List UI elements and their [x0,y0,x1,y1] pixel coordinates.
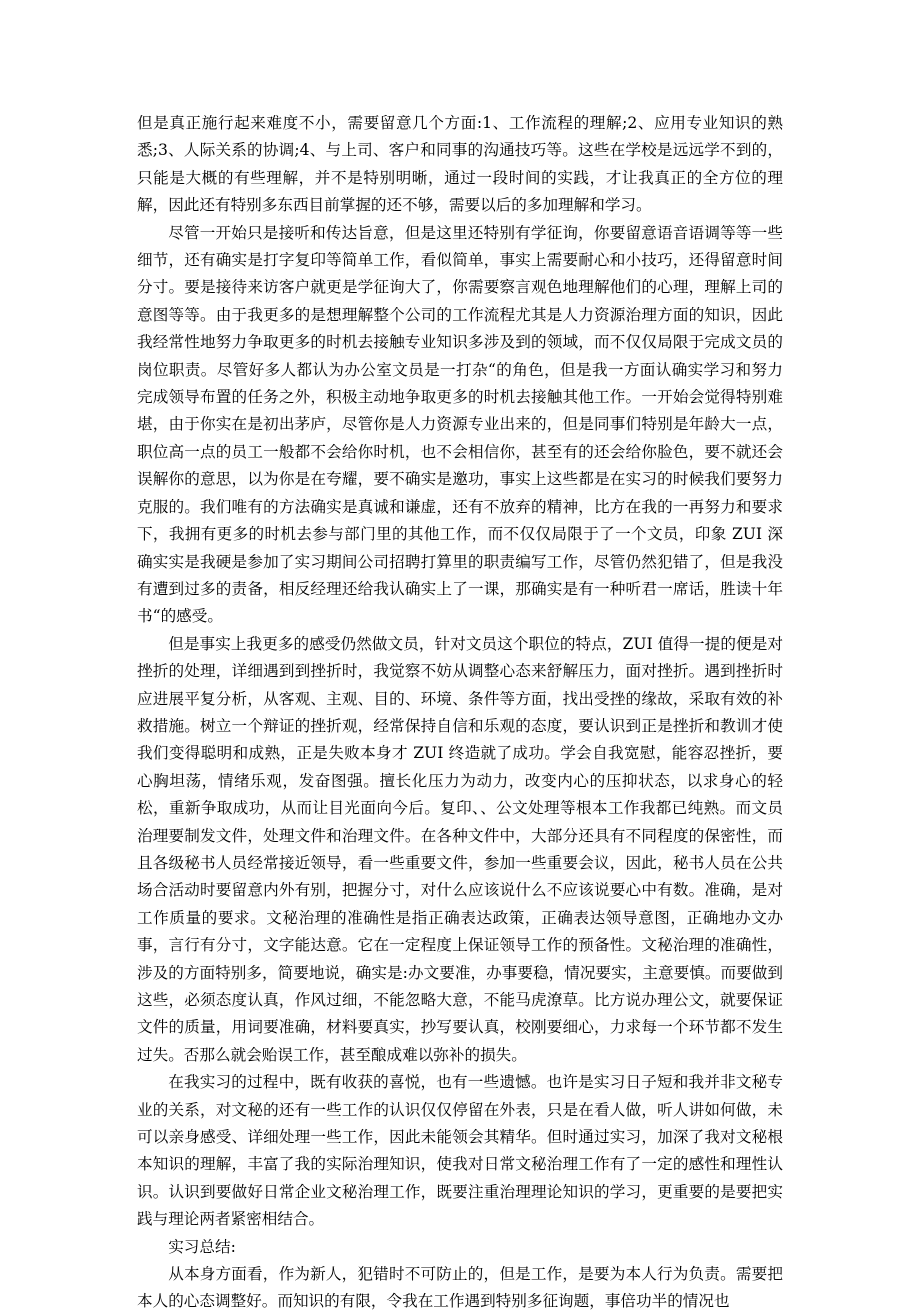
document-body [137,110,783,1316]
paragraph-1: 但是真正施行起来难度不小，需要留意几个方面:1、工作流程的理解;2、应用专业知识的熟悉;3、人际关系的协调;4、与上司、客户和同事的沟通技巧等。这些在学校是远远学不到的，只能是大概的有些理解，并不是特别明晰，通过一段时间的实践，才让我真正的全方位的理解，因此还有特别多东西目前掌握的还不够，需要以后的多加理解和学习。 [137,114,783,215]
paragraph-2: 尽管一开始只是接听和传达旨意，但是这里还特别有学征询，你要留意语音语调等等一些细节，还有确实是打字复印等简单工作，看似简单，事实上需要耐心和小技巧，还得留意时间分寸。要是接待来访客户就更是学征询大了，你需要察言观色地理解他们的心理，理解上司的意图等等。由于我更多的是想理解整个公司的工作流程尤其是人力资源治理方面的知识，因此我经常性地努力争取更多的时机去接触专业知识多涉及到的领域，而不仅仅局限于完成文员的岗位职责。尽管好多人都认为办公室文员是一打杂“的角色，但是我一方面认确实学习和努力完成领导布置的任务之外，积极主动地争取更多的时机去接触其他工作。一开始会觉得特别难堪，由于你实在是初出茅庐，尽管你是人力资源专业出来的，但是同事们特别是年龄大一点，职位高一点的员工一般都不会给你时机，也不会相信你，甚至有的还会给你脸色，要不就还会误解你的意思，以为你是在夸耀，要不确实是邀功，事实上这些都是在实习的时候我们要努力克服的。我们唯有的方法确实是真诚和谦虚，还有不放弃的精神，比方在我的一再努力和要求下，我拥有更多的时机去参与部门里的其他工作，而不仅仅局限于了一个文员，印象 ZUI 深确实实是我硬是参加了实习期间公司招聘打算里的职责编写工作，尽管仍然犯错了，但是我没有遭到过多的责备，相反经理还给我认确实上了一课，那确实是有一种听君一席话，胜读十年书“的感受。 [137,223,783,626]
section-heading-summary: 实习总结: [168,1237,236,1256]
paragraph-3: 但是事实上我更多的感受仍然做文员，针对文员这个职位的特点，ZUI 值得一提的便是对挫折的处理，详细遇到到挫折时，我觉察不妨从调整心态来舒解压力，面对挫折。遇到挫折时应进展平复分析，从客观、主观、目的、环境、条件等方面，找出受挫的缘故，采取有效的补救措施。树立一个辩证的挫折观，经常保持自信和乐观的态度，要认识到正是挫折和教训才使我们变得聪明和成熟，正是失败本身才 ZUI 终造就了成功。学会自我宽慰，能容忍挫折，要心胸坦荡，情绪乐观，发奋图强。擅长化压力为动力，改变内心的压抑状态，以求身心的轻松，重新争取成功，从而让目光面向今后。复印、、公文处理等根本工作我都已纯熟。而文员治理要制发文件，处理文件和治理文件。在各种文件中，大部分还具有不同程度的保密性，而且各级秘书人员经常接近领导，看一些重要文件，参加一些重要会议，因此，秘书人员在公共场合活动时要留意内外有别，把握分寸，对什么应该说什么不应该说要心中有数。准确，是对工作质量的要求。文秘治理的准确性是指正确表达政策，正确表达领导意图，正确地办文办事，言行有分寸，文字能达意。它在一定程度上保证领导工作的预备性。文秘治理的准确性，涉及的方面特别多，简要地说，确实是:办文要准，办事要稳，情况要实，主意要慎。而要做到这些，必须态度认真，作风过细，不能忽略大意，不能马虎潦草。比方说办理公文，就要保证文件的质量，用词要准确，材料要真实，抄写要认真，校刚要细心，力求每一个环节都不发生过失。否那么就会贻误工作，甚至酿成难以弥补的损失。 [137,634,783,1064]
paragraph-5: 从本身方面看，作为新人，犯错时不可防止的，但是工作，是要为本人行为负责。需要把本人的心态调整好。而知识的有限，令我在工作遇到特别多征询题，事倍功半的情况也 [137,1265,783,1311]
paragraph-4: 在我实习的过程中，既有收获的喜悦，也有一些遗憾。也许是实习日子短和我并非文秘专业的关系，对文秘的还有一些工作的认识仅仅停留在外表，只是在看人做，听人讲如何做，未可以亲身感受、详细处理一些工作，因此未能领会其精华。但时通过实习，加深了我对文秘根本知识的理解，丰富了我的实际治理知识，使我对日常文秘治理工作有了一定的感性和理性认识。认识到要做好日常企业文秘治理工作，既要注重治理理论知识的学习，更重要的是要把实践与理论两者紧密相结合。 [137,1073,783,1229]
